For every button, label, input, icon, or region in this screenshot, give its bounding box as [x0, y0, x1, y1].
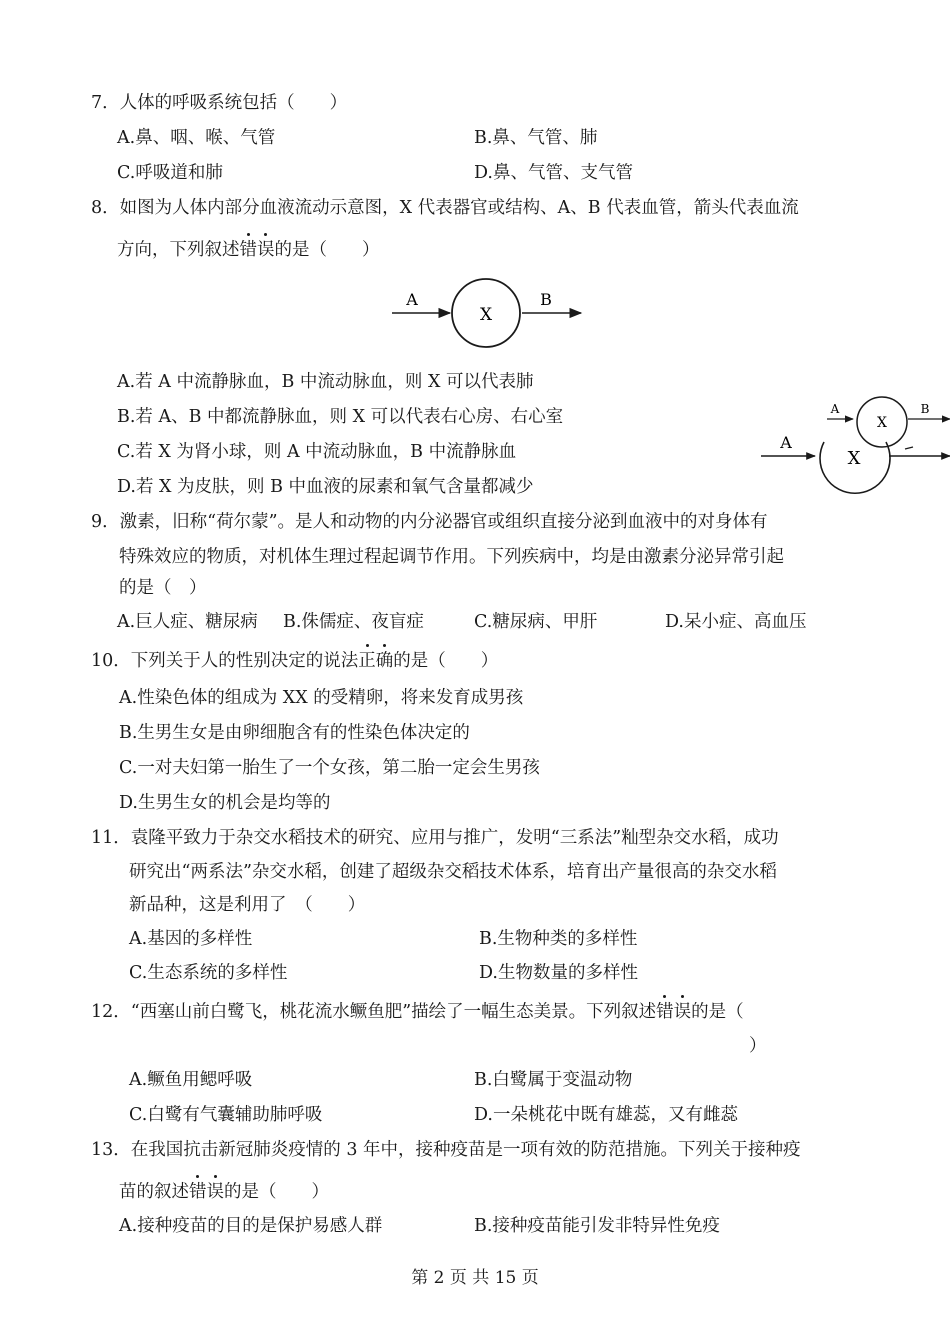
q12-option-b: B.白鹭属于变温动物 — [474, 1070, 633, 1090]
emphasis-char: 确 — [375, 651, 394, 671]
q8-option-b: B.若 A、B 中都流静脉血，则 X 可以代表右心房、右心室 — [117, 407, 564, 427]
q13-stem-line1: 13．在我国抗击新冠肺炎疫情的 3 年中，接种疫苗是一项有效的防范措施。下列关于接种疫 — [91, 1140, 801, 1160]
q9-option-b: B.侏儒症、夜盲症 — [283, 612, 424, 632]
q10-stem-post: 的是（ ） — [393, 651, 499, 671]
q11-stem-line2: 研究出“两系法”杂交水稻，创建了超级杂交稻技术体系，培育出产量很高的杂交水稻 — [129, 862, 777, 882]
emphasis-char: 误 — [257, 240, 275, 260]
q8-side-diagram — [755, 392, 950, 496]
emphasis-char: 错 — [239, 240, 257, 260]
vessel-a-label: A — [406, 290, 418, 309]
q11-stem-line1: 11．袁隆平致力于杂交水稻技术的研究、应用与推广，发明“三系法”籼型杂交水稻，成功 — [91, 828, 779, 848]
q13-stem-pre: 苗的叙述 — [119, 1182, 189, 1202]
organ-x-label: X — [479, 305, 493, 325]
vessel-b-label: B — [540, 290, 552, 309]
large-a-label: A — [780, 433, 792, 452]
q11-option-b: B.生物种类的多样性 — [479, 929, 638, 949]
q9-option-a: A.巨人症、糖尿病 — [117, 612, 258, 632]
q13-option-b: B.接种疫苗能引发非特异性免疫 — [474, 1216, 720, 1236]
small-x-label: X — [877, 415, 887, 431]
q10-option-b: B.生男生女是由卵细胞含有的性染色体决定的 — [119, 723, 470, 743]
q10-stem — [91, 649, 498, 673]
q8-option-d: D.若 X 为皮肤，则 B 中血液的尿素和氧气含量都减少 — [117, 477, 534, 497]
q9-option-c: C.糖尿病、甲肝 — [474, 612, 598, 632]
q11-option-d: D.生物数量的多样性 — [479, 963, 638, 983]
q12-stem-pre: 12．“西塞山前白鹭飞，桃花流水鳜鱼肥”描绘了一幅生态美景。下列叙述 — [91, 1002, 657, 1022]
q9-stem-line2: 特殊效应的物质，对机体生理过程起调节作用。下列疾病中，均是由激素分泌异常引起 — [119, 547, 784, 567]
q13-option-a: A.接种疫苗的目的是保护易感人群 — [119, 1216, 383, 1236]
q8-option-c: C.若 X 为肾小球，则 A 中流动脉血，B 中流静脉血 — [117, 442, 517, 462]
q12-stem — [91, 1000, 744, 1024]
q9-stem-line3: 的是（ ） — [119, 578, 207, 598]
q10-option-c: C.一对夫妇第一胎生了一个女孩，第二胎一定会生男孩 — [119, 758, 540, 778]
emphasis-char: 正 — [358, 651, 376, 671]
q7-stem: 7．人体的呼吸系统包括（ ） — [91, 93, 348, 113]
small-a-label: A — [830, 402, 840, 416]
q9-option-d: D.呆小症、高血压 — [665, 612, 807, 632]
q11-stem-line3: 新品种，这是利用了 （ ） — [129, 895, 366, 915]
q10-option-a: A.性染色体的组成为 XX 的受精卵，将来发育成男孩 — [119, 688, 524, 708]
page-number-footer: 第 2 页 共 15 页 — [411, 1268, 539, 1288]
q7-option-c: C.呼吸道和肺 — [117, 163, 223, 183]
small-b-label: B — [920, 402, 930, 416]
q7-option-b: B.鼻、气管、肺 — [474, 128, 598, 148]
q11-option-a: A.基因的多样性 — [129, 929, 253, 949]
q7-option-d: D.鼻、气管、支气管 — [474, 163, 633, 183]
q8-stem-post: 的是（ ） — [274, 240, 380, 260]
q13-stem-line2 — [119, 1180, 329, 1204]
q8-stem-line2 — [117, 238, 380, 262]
q12-option-a: A.鳜鱼用鳃呼吸 — [129, 1070, 253, 1090]
q13-stem-post: 的是（ ） — [224, 1182, 329, 1202]
q8-stem-line1: 8．如图为人体内部分血液流动示意图，X 代表器官或结构、A、B 代表血管，箭头代表血流 — [91, 198, 799, 218]
emphasis-char: 错 — [656, 1002, 674, 1022]
large-x-label: X — [847, 448, 861, 469]
q8-blood-flow-diagram — [388, 276, 588, 356]
q9-stem-line1: 9．激素，旧称“荷尔蒙”。是人和动物的内分泌器官或组织直接分泌到血液中的对身体有 — [91, 512, 768, 532]
emphasis-char: 错 — [189, 1182, 207, 1202]
q12-option-d: D.一朵桃花中既有雄蕊，又有雌蕊 — [474, 1105, 738, 1125]
q8-option-a: A.若 A 中流静脉血，B 中流动脉血，则 X 可以代表肺 — [117, 372, 534, 392]
q11-option-c: C.生态系统的多样性 — [129, 963, 288, 983]
q12-stem-close: ） — [749, 1036, 767, 1056]
q12-stem-post: 的是（ — [691, 1002, 744, 1022]
q7-option-a: A.鼻、咽、喉、气管 — [117, 128, 276, 148]
emphasis-char: 误 — [673, 1002, 692, 1022]
q10-stem-pre: 10．下列关于人的性别决定的说法 — [91, 651, 359, 671]
q10-option-d: D.生男生女的机会是均等的 — [119, 793, 331, 813]
q8-stem-pre: 方向，下列叙述 — [117, 240, 240, 260]
q12-option-c: C.白鹭有气囊辅助肺呼吸 — [129, 1105, 323, 1125]
emphasis-char: 误 — [206, 1182, 224, 1202]
